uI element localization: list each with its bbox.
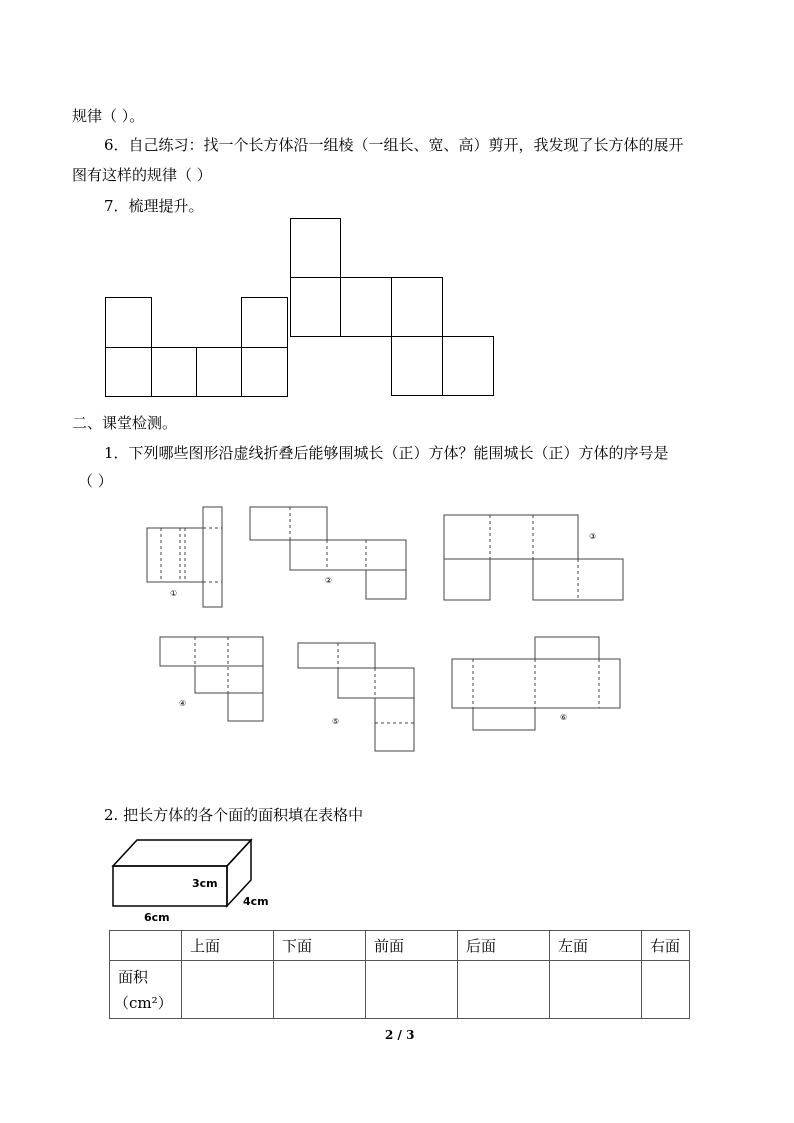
check-2-prompt: 2. 把长方体的各个面的面积填在表格中 xyxy=(104,806,364,824)
figure-4-label: ④ xyxy=(179,699,187,708)
table-row xyxy=(110,961,690,1019)
area-input-cell[interactable] xyxy=(182,961,274,1019)
area-input-cell[interactable] xyxy=(274,961,366,1019)
table-header-row xyxy=(110,931,690,961)
section-2-heading: 二、课堂检测。 xyxy=(72,414,178,432)
area-input-cell[interactable] xyxy=(366,961,458,1019)
area-row-label xyxy=(110,961,182,1019)
area-input-cell[interactable] xyxy=(642,961,690,1019)
cuboid-depth-label: 4cm xyxy=(243,895,269,908)
question-7: 7．梳理提升。 xyxy=(104,197,204,215)
area-input-cell[interactable] xyxy=(458,961,550,1019)
table-header-cell: 右面 xyxy=(642,931,690,961)
page-number: 2 / 3 xyxy=(385,1028,415,1042)
area-input-cell[interactable] xyxy=(550,961,642,1019)
check-1-line-2: （ ） xyxy=(78,472,113,490)
table-header-cell: 上面 xyxy=(182,931,274,961)
check-1-line-1: 1．下列哪些图形沿虚线折叠后能够围城长（正）方体？能围城长（正）方体的序号是 xyxy=(104,444,669,462)
rule-blank-line: 规律（ ）。 xyxy=(72,107,145,125)
figure-2-label: ② xyxy=(325,576,333,585)
table-header-cell xyxy=(110,931,182,961)
face-area-table xyxy=(109,930,690,1019)
question-6-line-1: 6．自己练习：找一个长方体沿一组棱（一组长、宽、高）剪开，我发现了长方体的展开 xyxy=(104,136,684,154)
cuboid-height-label: 3cm xyxy=(192,877,218,890)
table-header-cell: 前面 xyxy=(366,931,458,961)
figure-5-label: ⑤ xyxy=(332,717,340,726)
question-6-line-2: 图有这样的规律（ ） xyxy=(72,166,212,184)
figure-6-label: ⑥ xyxy=(560,713,568,722)
cuboid-length-label: 6cm xyxy=(144,911,170,924)
area-row-label-line-1: 面积 xyxy=(118,967,149,986)
area-row-label-line-2: （cm²） xyxy=(114,993,173,1012)
table-header-cell: 后面 xyxy=(458,931,550,961)
figure-3-label: ③ xyxy=(589,532,597,541)
table-header-cell: 下面 xyxy=(274,931,366,961)
table-header-cell: 左面 xyxy=(550,931,642,961)
figure-1-label: ① xyxy=(170,589,178,598)
